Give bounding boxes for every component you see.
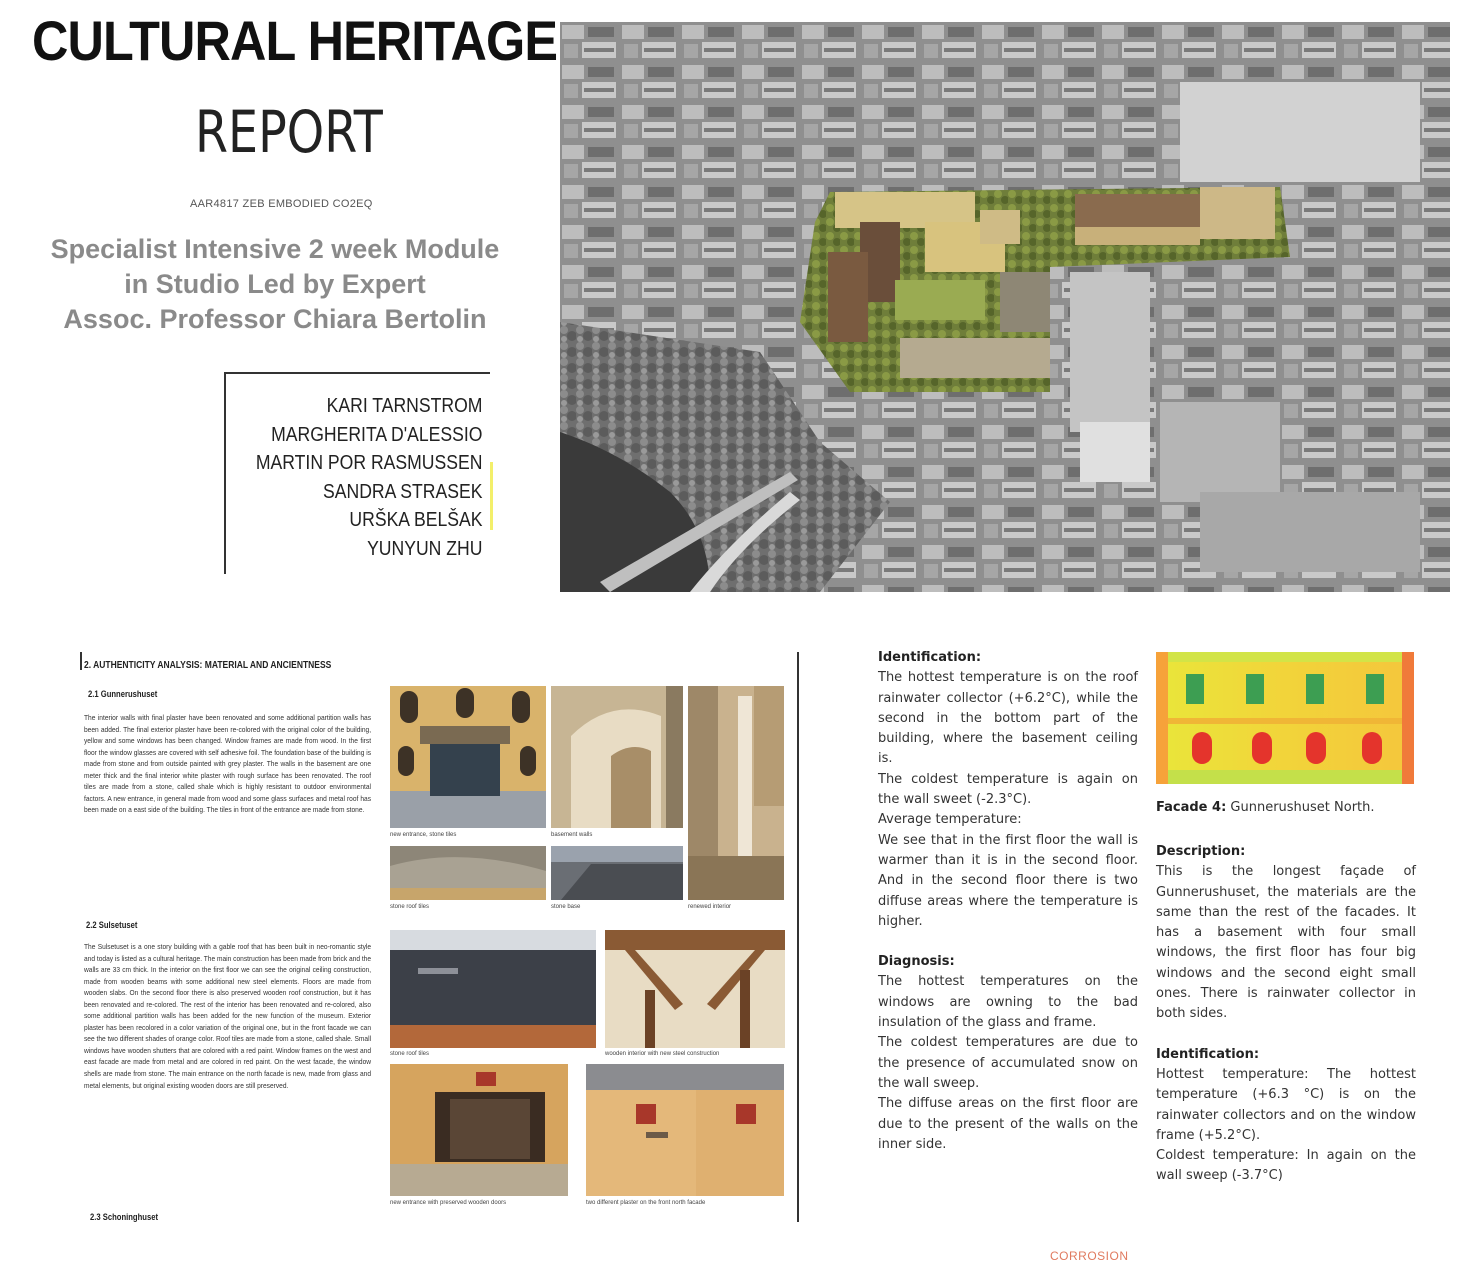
page-border [80,652,82,670]
photo-wooden-interior [605,930,785,1048]
subsection-title: 2.1 Gunnerushuset [88,689,158,699]
subsection-text: The interior walls with final plaster have been renovated and some additional partition walls has been added. The final exterior plaster have been re-colored with the original color of the building, yellow and some windows has been changed. Window frames are made from wood. In the first floor the window glasses are covered with self adhesive foil. The foundation base of the building is made from stone and from outside painted with grey plaster. The walls in the basement are one meter thick and the final interior white plaster with rough surface has been renovated. The roof tiles are made from a stone, called shale which is highly resistant to outdoor environmental factors. A new entrance, in general made from wood and some glass surfaces and metal roof has been made on a east side of the building. The tiles in front of the entrance are made from stone. [84,713,372,815]
description-heading: Description: [1156,844,1246,859]
average-temperature-text: We see that in the first floor the wall is warmer than it is in the second floor. And in the second floor there is two diffuse areas where the temperature is higher. [878,832,1138,929]
photo-stone-base [551,846,683,900]
authors-box [224,372,490,574]
author-name: MARTIN POR RASMUSSEN [255,452,482,474]
diagnosis-heading: Diagnosis: [878,954,955,970]
report-column-right [1156,842,1416,1187]
module-line-1: Specialist Intensive 2 week Module [50,234,500,264]
report-title: CULTURAL HERITAGE [32,9,558,72]
photo-caption: stone base [551,904,581,910]
thermal-image [1156,652,1414,784]
section-footer: CORROSION [1050,1249,1129,1263]
identification-text: Coldest temperature: In again on the wall sweep (-3.7°C) [1156,1148,1416,1184]
identification-text: The hottest temperature is on the roof rainwater collector (+6.2°C), while the second in the bottom part of the building, where the basement ceiling is. [878,670,1138,767]
photo-caption: wooden interior with new steel construction [605,1051,720,1057]
author-name: URŠKA BELŠAK [348,509,482,531]
page-border [797,652,799,1222]
identification-heading: Identification: [878,650,982,665]
photo-caption: two different plaster on the front north facade [586,1200,706,1206]
subsection-title: 2.2 Sulsetuset [86,920,138,930]
photo-stone-roof-tiles-2 [390,930,596,1048]
photo-new-entrance [390,686,546,828]
subsection-text: The Sulsetuset is a one story building with a gable roof that has been built in neo-romantic style and today is listed as a cultural heritage. The main construction has been made from brick and the walls are 33 cm thick. In the interior on the first floor we can see the original ceiling construction, made from wooden beams with some additional new steel elements. Floors are made from wooden slabs. On the second floor there is also preserved wooden roof construction, but it has been renovated and re-colored. The rest of the interior has been renovated and re-colored, also some additional partition walls has been added for the new function of the museum. Exterior plaster has been recolored in a color variation of the original one, but in the front facade we can see the two different shades of orange color. Roof tiles are made from a stone, called shale. Small windows have wooden shutters that are colored with a red paint. Window frames on the west and east facade are made from metal and are colored in red paint. On the west facade, the window shells are made from stone. The main entrance on the north facade is new, made from glass and metal elements, but original existing wooden doors are still preserved. [84,942,372,1090]
aerial-photo [560,22,1450,592]
module-description [20,232,530,337]
author-name: SANDRA STRASEK [322,480,482,503]
photo-caption: new entrance with preserved wooden doors [390,1200,507,1206]
facade-name: Gunnerushuset North. [1230,800,1375,815]
photo-caption: stone roof tiles [390,904,430,910]
module-line-2: in Studio Led by Expert [124,269,426,299]
course-code: AAR4817 ZEB EMBODIED CO2EQ [190,198,373,210]
photo-caption: stone roof tiles [390,1051,430,1057]
author-name: KARI TARNSTROM [326,395,482,417]
description-text: This is the longest façade of Gunnerushuset, the materials are the same than the rest of the facades. It has a basement with four small windows, the first floor has four big windows and the second eight small ones. There is rainwater collector in both sides. [1156,864,1416,1022]
photo-preserved-wooden-doors [390,1064,568,1196]
authors-list [255,392,482,563]
report-column-left [878,648,1138,1155]
diagnosis-text: The diffuse areas on the first floor are due to the present of the walls on the inner side. [878,1096,1138,1152]
photo-north-facade-plaster [586,1064,784,1196]
photo-caption: basement walls [551,832,593,838]
photo-stone-roof-tiles [390,846,546,900]
facade-caption [1156,800,1375,815]
section-title: 2. AUTHENTICITY ANALYSIS: MATERIAL AND ANCIENTNESS [84,660,332,671]
identification-text: The coldest temperature is again on the wall sweet (-2.3°C). [878,771,1138,808]
photo-caption: renewed interior [688,904,732,910]
module-line-3: Assoc. Professor Chiara Bertolin [63,304,487,334]
average-temperature-heading: Average temperature: [878,812,1022,828]
subsection-title: 2.3 Schoninghuset [90,1212,159,1222]
photo-caption: new entrance, stone tiles [390,832,457,838]
identification-text: Hottest temperature: The hottest temperature (+6.3 °C) is on the rainwater collectors and on the window frame (+5.2°C). [1156,1066,1416,1143]
highlight-mark [490,462,493,530]
author-name: YUNYUN ZHU [366,537,482,560]
diagnosis-text: The hottest temperatures on the windows are owning to the bad insulation of the glass and frame. [878,974,1138,1031]
photo-renewed-interior [688,686,784,900]
facade-label: Facade 4: [1156,800,1227,815]
diagnosis-text: The coldest temperatures are due to the presence of accumulated snow on the wall sweep. [878,1035,1138,1091]
photo-basement-walls [551,686,683,828]
report-subtitle: REPORT [195,98,383,166]
author-name: MARGHERITA D'ALESSIO [270,423,482,446]
identification-heading: Identification: [1156,1046,1260,1062]
